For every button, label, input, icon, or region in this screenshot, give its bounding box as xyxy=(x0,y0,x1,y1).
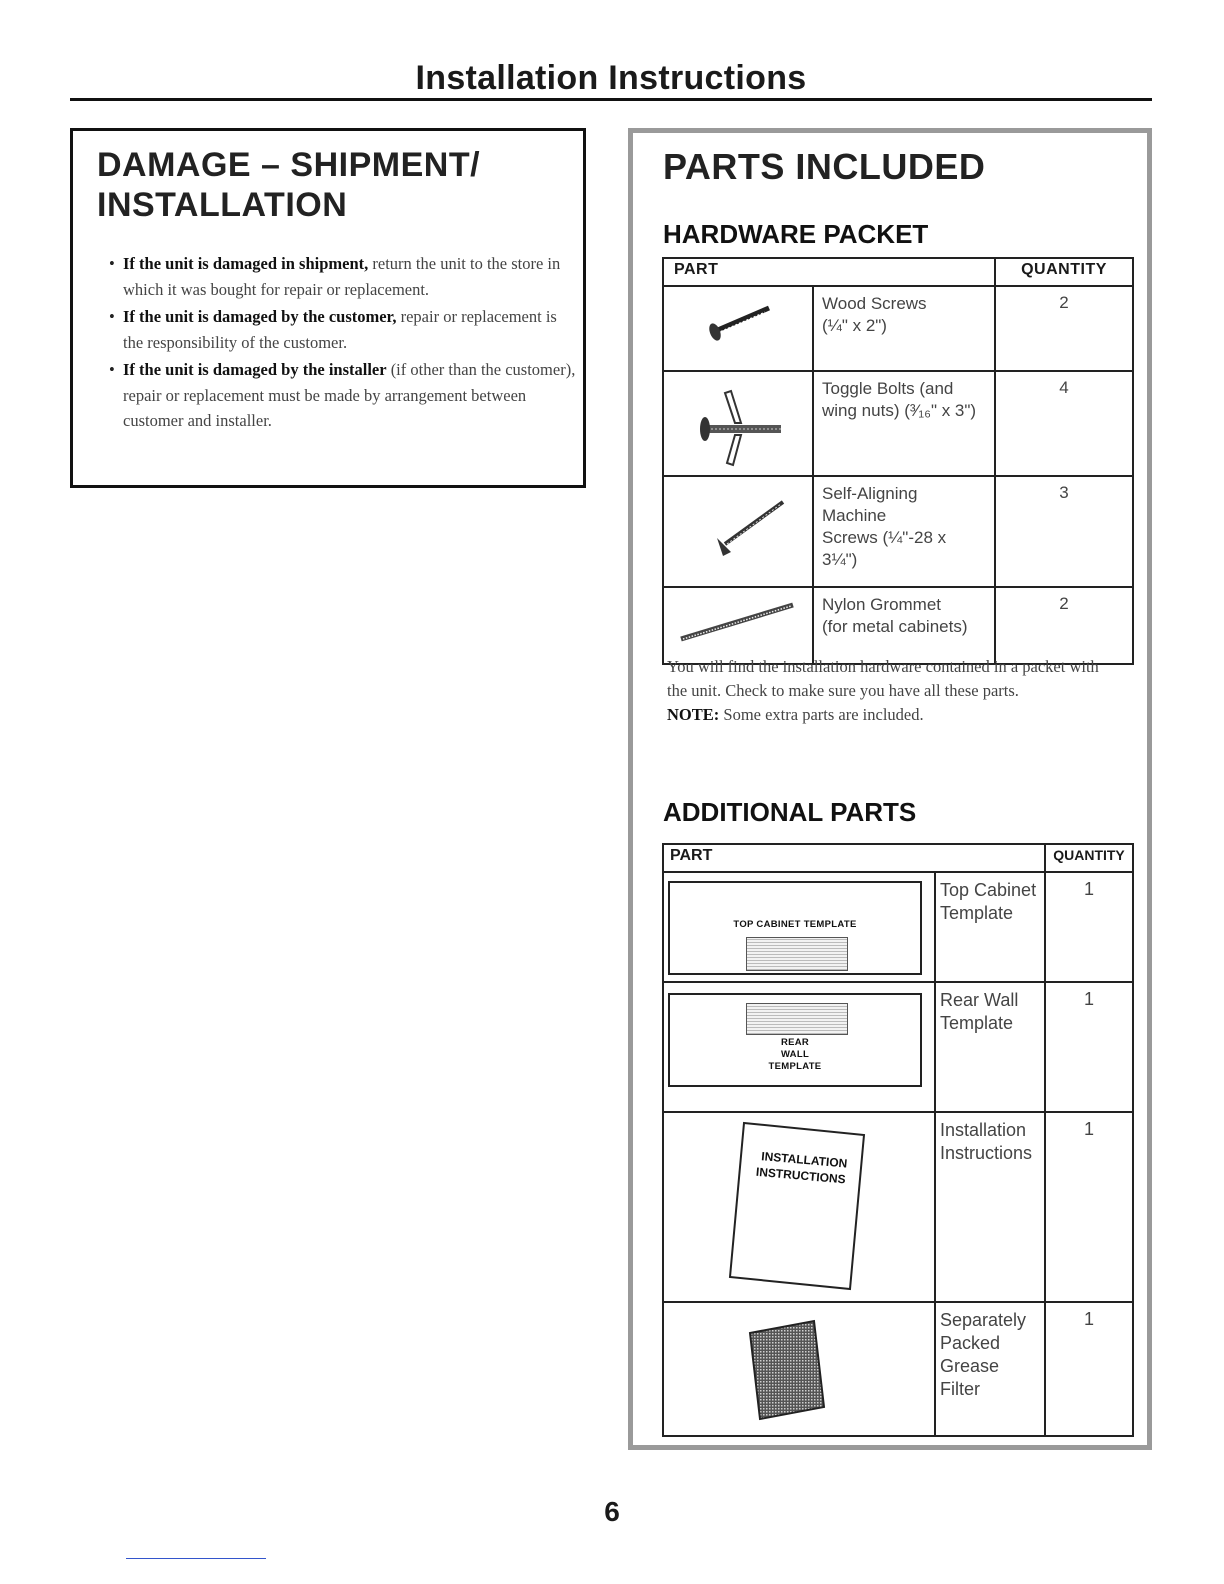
damage-item-bold: If the unit is damaged by the customer, xyxy=(123,307,397,326)
hardware-col-quantity: QUANTITY xyxy=(995,258,1133,286)
installation-instructions-image xyxy=(663,1112,935,1302)
damage-title xyxy=(97,145,480,225)
damage-item-bold: If the unit is damaged by the installer xyxy=(123,360,387,379)
part-name: Rear Wall xyxy=(940,990,1019,1010)
part-name: Wood Screws xyxy=(822,294,927,313)
damage-item-text: (if other than the customer), repair or replacement must be made by arrangement between customer and installer. xyxy=(123,360,576,430)
additional-qty: 1 xyxy=(1045,872,1133,982)
template-label-line: WALL xyxy=(780,1049,810,1060)
template-hatch xyxy=(746,1003,848,1035)
additional-part-desc xyxy=(935,1302,1045,1436)
additional-col-part: PART xyxy=(663,844,1045,872)
additional-part-desc xyxy=(935,1112,1045,1302)
table-row xyxy=(663,286,1133,371)
part-name: Toggle Bolts (and xyxy=(822,379,954,398)
hardware-qty: 4 xyxy=(995,371,1133,476)
hardware-qty: 2 xyxy=(995,286,1133,371)
note-label: NOTE: xyxy=(667,705,720,724)
additional-parts-table xyxy=(662,843,1134,1437)
additional-part-desc xyxy=(935,872,1045,982)
hardware-note-text: You will find the installation hardware contained in a packet with the unit. Check to make sure you have all these parts. xyxy=(667,657,1099,700)
part-name: Grease xyxy=(940,1356,1000,1376)
part-name: Filter xyxy=(940,1379,980,1399)
template-label-line: REAR xyxy=(780,1037,810,1048)
part-name: Packed xyxy=(940,1333,1001,1353)
page-title: Installation Instructions xyxy=(415,59,807,97)
hardware-part-desc xyxy=(813,371,995,476)
additional-qty: 1 xyxy=(1045,1112,1133,1302)
wood-screw-icon xyxy=(663,286,813,371)
template-label-line: TEMPLATE xyxy=(768,1061,822,1072)
part-name: Separately xyxy=(940,1310,1027,1330)
damage-item xyxy=(109,357,579,434)
part-size: wing nuts) (³⁄₁₆" x 3") xyxy=(822,401,977,420)
template-sheet xyxy=(668,881,922,975)
hardware-table xyxy=(662,257,1134,665)
table-row xyxy=(663,982,1133,1112)
page-number: 6 xyxy=(604,1496,620,1527)
additional-qty: 1 xyxy=(1045,1302,1133,1436)
table-row xyxy=(663,1302,1133,1436)
bottom-link-line xyxy=(126,1558,266,1559)
booklet-label-line: INSTRUCTIONS xyxy=(755,1164,847,1187)
damage-title-line1: DAMAGE – SHIPMENT/ xyxy=(97,146,481,184)
hardware-part-desc xyxy=(813,476,995,587)
template-sheet xyxy=(668,993,922,1087)
rear-wall-template-image xyxy=(663,982,935,1112)
machine-screw-icon xyxy=(663,476,813,587)
damage-item-text: repair or replacement is the responsibility of the customer. xyxy=(123,307,557,352)
part-name: Installation xyxy=(940,1120,1027,1140)
template-hatch xyxy=(746,937,848,971)
hardware-packet-title: HARDWARE PACKET xyxy=(663,219,929,249)
additional-header-row xyxy=(663,844,1133,872)
parts-included-panel xyxy=(628,128,1152,1450)
part-name: Nylon Grommet xyxy=(822,595,942,614)
hardware-col-part: PART xyxy=(663,258,995,286)
damage-item xyxy=(109,251,579,302)
damage-list xyxy=(109,251,579,436)
part-size: (¼" x 2") xyxy=(822,316,887,335)
hardware-note-extra xyxy=(667,703,1123,727)
damage-section xyxy=(70,128,586,488)
hardware-qty: 2 xyxy=(995,587,1133,664)
parts-included-title: PARTS INCLUDED xyxy=(663,146,986,187)
hardware-note xyxy=(667,655,1123,727)
part-size: (for metal cabinets) xyxy=(822,617,968,636)
table-row xyxy=(663,587,1133,664)
part-size: Screws (¼"-28 x 3¼") xyxy=(822,528,947,569)
part-name: Template xyxy=(940,1013,1014,1033)
top-cabinet-template-image xyxy=(663,872,935,982)
damage-item-bold: If the unit is damaged in shipment, xyxy=(123,254,369,273)
table-row xyxy=(663,872,1133,982)
damage-item-text: return the unit to the store in which it was bought for repair or replacement. xyxy=(123,254,561,299)
additional-parts-title: ADDITIONAL PARTS xyxy=(663,797,917,827)
additional-col-quantity: QUANTITY xyxy=(1045,844,1133,872)
additional-qty: 1 xyxy=(1045,982,1133,1112)
hardware-qty: 3 xyxy=(995,476,1133,587)
booklet-label-line: INSTALLATION xyxy=(760,1149,848,1171)
part-name: Template xyxy=(940,903,1014,923)
note-text: Some extra parts are included. xyxy=(719,705,924,724)
template-label: TOP CABINET TEMPLATE xyxy=(733,919,857,930)
additional-part-desc xyxy=(935,982,1045,1112)
grease-filter-icon xyxy=(663,1302,935,1436)
damage-title-line2: INSTALLATION xyxy=(97,186,348,224)
part-name: Self-Aligning Machine xyxy=(822,484,918,525)
title-rule xyxy=(70,98,1152,101)
hardware-part-desc xyxy=(813,587,995,664)
part-name: Top Cabinet xyxy=(940,880,1037,900)
nylon-grommet-icon xyxy=(663,587,813,664)
table-row xyxy=(663,371,1133,476)
hardware-header-row xyxy=(663,258,1133,286)
hardware-part-desc xyxy=(813,286,995,371)
template-label xyxy=(670,1037,920,1073)
table-row xyxy=(663,476,1133,587)
part-name: Instructions xyxy=(940,1143,1033,1163)
damage-item xyxy=(109,304,579,355)
toggle-bolt-icon xyxy=(663,371,813,476)
table-row xyxy=(663,1112,1133,1302)
